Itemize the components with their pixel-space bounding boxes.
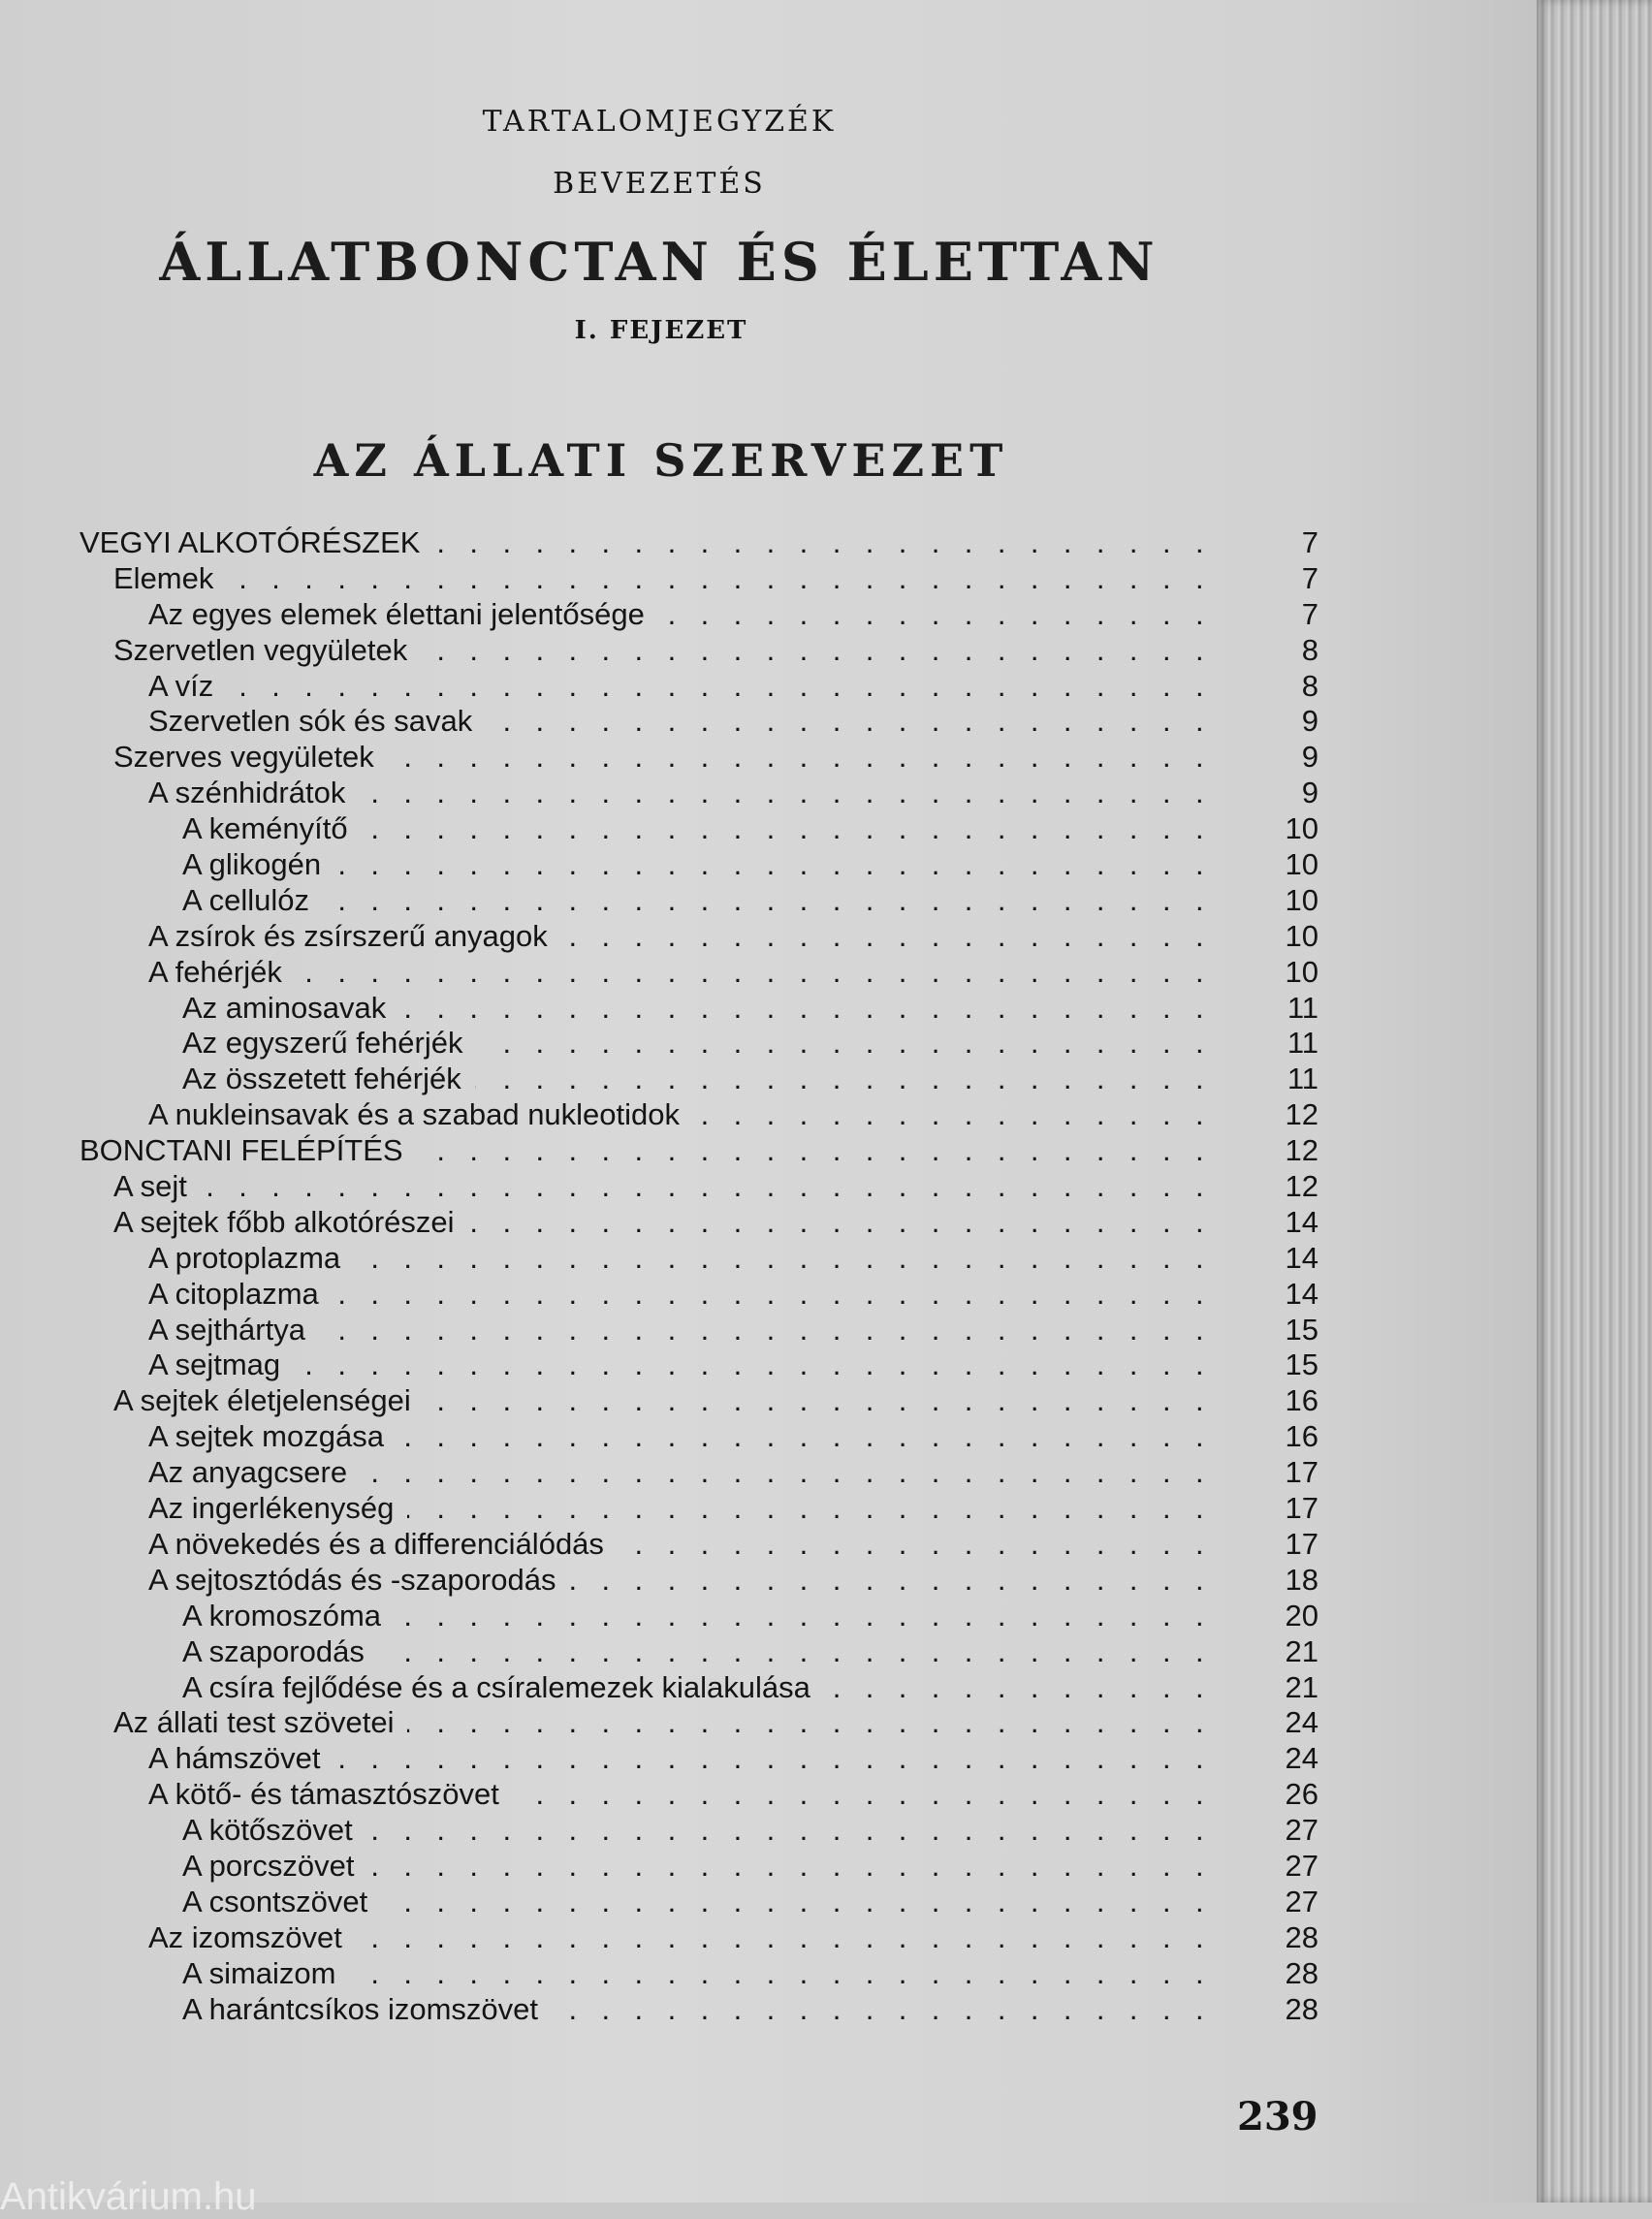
toc-entry-page: 10 xyxy=(1285,811,1318,846)
toc-leader-dots xyxy=(693,1097,1212,1133)
toc-entry-title: A szaporodás xyxy=(182,1633,365,1668)
toc-entry-title: Az anyagcsere xyxy=(148,1455,348,1490)
toc-entry-page: 8 xyxy=(1301,632,1318,667)
toc-entry-title: A fehérjék xyxy=(148,954,282,989)
toc-leader-dots xyxy=(334,1741,1212,1777)
page-number: 239 xyxy=(1237,2094,1318,2140)
toc-entry-page: 12 xyxy=(1285,1133,1318,1168)
toc-leader-dots xyxy=(356,1920,1212,1956)
toc-entry xyxy=(0,1133,1318,1169)
toc-entry-title: A zsírok és zsírszerű anyagok xyxy=(148,918,548,953)
toc-leader-dots xyxy=(476,1026,1212,1062)
toc-entry-page: 27 xyxy=(1285,1884,1318,1918)
toc-entry-page: 11 xyxy=(1287,990,1318,1025)
toc-leader-dots xyxy=(319,1313,1212,1348)
toc-entry-page: 15 xyxy=(1285,1347,1318,1382)
toc-leader-dots xyxy=(399,991,1212,1027)
toc-leader-dots xyxy=(333,1277,1212,1313)
toc-leader-dots xyxy=(227,669,1212,705)
toc-entry xyxy=(0,597,1318,633)
toc-entry-page: 9 xyxy=(1301,776,1318,810)
introduction-heading: BEVEZETÉS xyxy=(553,167,766,201)
toc-leader-dots xyxy=(421,633,1212,669)
toc-entry-page: 15 xyxy=(1285,1312,1318,1347)
toc-entry xyxy=(0,1813,1318,1849)
toc-entry-page: 21 xyxy=(1285,1633,1318,1668)
toc-entry-title: A glikogén xyxy=(182,847,322,882)
toc-entry-page: 10 xyxy=(1285,882,1318,917)
toc-entry xyxy=(0,1956,1318,1992)
toc-leader-dots xyxy=(378,1634,1212,1670)
toc-entry-title: A nukleinsavak és a szabad nukleotidok xyxy=(148,1097,681,1132)
toc-entry-page: 10 xyxy=(1285,847,1318,882)
toc-entry xyxy=(0,1062,1318,1097)
toc-entry xyxy=(0,1777,1318,1813)
toc-entry-title: A sejtek főbb alkotórészei xyxy=(113,1204,455,1239)
toc-entry-page: 11 xyxy=(1287,1026,1318,1061)
toc-entry-title: A sejtek életjelenségei xyxy=(113,1383,411,1418)
toc-entry-title: A porcszövet xyxy=(182,1848,355,1883)
toc-entry xyxy=(0,955,1318,991)
toc-entry-page: 28 xyxy=(1285,1991,1318,2026)
toc-leader-dots xyxy=(381,1885,1212,1920)
toc-entry xyxy=(0,1205,1318,1241)
toc-leader-dots xyxy=(417,1133,1212,1169)
toc-entry-page: 26 xyxy=(1285,1777,1318,1812)
toc-entry xyxy=(0,883,1318,919)
toc-leader-dots xyxy=(486,704,1212,740)
toc-entry xyxy=(0,1992,1318,2028)
toc-entry xyxy=(0,704,1318,740)
toc-entry-page: 12 xyxy=(1285,1169,1318,1204)
toc-leader-dots xyxy=(334,847,1212,883)
toc-leader-dots xyxy=(618,1527,1212,1563)
toc-leader-dots xyxy=(513,1777,1212,1813)
toc-entry xyxy=(0,1383,1318,1419)
toc-entry xyxy=(0,1670,1318,1706)
toc-entry-title: A csontszövet xyxy=(182,1884,368,1918)
toc-entry xyxy=(0,1634,1318,1670)
toc-entry xyxy=(0,1920,1318,1956)
toc-leader-dots xyxy=(359,776,1212,811)
toc-leader-dots xyxy=(561,919,1212,955)
toc-entry xyxy=(0,633,1318,669)
toc-entry-title: Az izomszövet xyxy=(148,1919,342,1954)
toc-entry-page: 11 xyxy=(1287,1062,1318,1096)
toc-entry xyxy=(0,525,1318,561)
toc-entry xyxy=(0,1026,1318,1062)
toc-entry-title: Az aminosavak xyxy=(182,990,387,1025)
toc-leader-dots xyxy=(323,883,1212,919)
toc-entry xyxy=(0,669,1318,705)
toc-entry xyxy=(0,1563,1318,1599)
toc-entry xyxy=(0,561,1318,597)
toc-leader-dots xyxy=(349,1956,1212,1992)
toc-entry-page: 28 xyxy=(1285,1919,1318,1954)
toc-entry-title: Az egyszerű fehérjék xyxy=(182,1026,463,1061)
watermark: Antikvárium.hu xyxy=(0,2175,257,2218)
toc-entry-page: 14 xyxy=(1285,1240,1318,1275)
toc-entry-title: A sejtosztódás és -szaporodás xyxy=(148,1562,556,1597)
toc-entry-title: A növekedés és a differenciálódás xyxy=(148,1526,604,1561)
toc-entry-page: 7 xyxy=(1301,525,1318,559)
toc-entry-title: A kötőszövet xyxy=(182,1813,353,1848)
toc-leader-dots xyxy=(354,1241,1212,1277)
table-of-contents xyxy=(0,525,1318,2027)
toc-leader-dots xyxy=(296,955,1212,991)
toc-entry xyxy=(0,919,1318,955)
toc-entry-page: 20 xyxy=(1285,1598,1318,1633)
toc-leader-dots xyxy=(433,525,1212,561)
toc-entry-title: Az állati test szövetei xyxy=(113,1705,395,1740)
toc-entry-title: A sejthártya xyxy=(148,1312,305,1347)
toc-entry-title: Az összetett fehérjék xyxy=(182,1062,461,1096)
toc-leader-dots xyxy=(366,1813,1212,1849)
toc-leader-dots xyxy=(294,1347,1212,1383)
toc-entry-title: A cellulóz xyxy=(182,882,309,917)
toc-entry xyxy=(0,1491,1318,1527)
toc-leader-dots xyxy=(201,1169,1212,1205)
toc-entry-title: A kötő- és támasztószövet xyxy=(148,1777,499,1812)
toc-entry xyxy=(0,1455,1318,1491)
toc-entry-page: 14 xyxy=(1285,1204,1318,1239)
toc-entry-title: A hámszövet xyxy=(148,1741,321,1776)
toc-leader-dots xyxy=(362,811,1212,847)
toc-entry xyxy=(0,776,1318,811)
toc-entry xyxy=(0,1097,1318,1133)
toc-entry-title: Az ingerlékenység xyxy=(148,1491,395,1526)
toc-leader-dots xyxy=(468,1205,1212,1241)
toc-entry xyxy=(0,1169,1318,1205)
toc-entry-page: 9 xyxy=(1301,740,1318,775)
subject-title: ÁLLATBONCTAN ÉS ÉLETTAN xyxy=(159,231,1160,293)
toc-entry-title: A citoplazma xyxy=(148,1276,319,1311)
toc-entry xyxy=(0,1277,1318,1313)
toc-entry-page: 28 xyxy=(1285,1955,1318,1990)
chapter-title: AZ ÁLLATI SZERVEZET xyxy=(313,434,1009,487)
toc-entry xyxy=(0,1705,1318,1741)
toc-entry-title: Elemek xyxy=(113,560,214,595)
toc-entry xyxy=(0,740,1318,776)
toc-leader-dots xyxy=(367,1849,1212,1885)
toc-entry-page: 27 xyxy=(1285,1848,1318,1883)
toc-entry xyxy=(0,1347,1318,1383)
toc-entry xyxy=(0,1849,1318,1885)
toc-entry-title: A szénhidrátok xyxy=(148,776,346,810)
toc-entry-page: 24 xyxy=(1285,1705,1318,1740)
toc-entry xyxy=(0,1527,1318,1563)
toc-entry-title: A csíra fejlődése és a csíralemezek kialakulása xyxy=(182,1669,810,1704)
toc-entry-page: 17 xyxy=(1285,1455,1318,1490)
toc-leader-dots xyxy=(658,597,1212,633)
toc-entry-page: 17 xyxy=(1285,1526,1318,1561)
toc-leader-dots xyxy=(552,1992,1212,2028)
toc-entry-page: 10 xyxy=(1285,954,1318,989)
toc-leader-dots xyxy=(388,740,1212,776)
toc-entry-title: A sejtmag xyxy=(148,1347,281,1382)
toc-entry-title: A víz xyxy=(148,668,214,703)
toc-entry-page: 16 xyxy=(1285,1383,1318,1418)
toc-entry-page: 12 xyxy=(1285,1097,1318,1132)
toc-entry-title: A sejt xyxy=(113,1169,187,1204)
toc-entry-page: 18 xyxy=(1285,1562,1318,1597)
toc-entry-page: 14 xyxy=(1285,1276,1318,1311)
toc-entry-page: 7 xyxy=(1301,560,1318,595)
toc-entry-page: 7 xyxy=(1301,596,1318,631)
toc-entry-page: 16 xyxy=(1285,1419,1318,1454)
toc-entry xyxy=(0,1741,1318,1777)
toc-leader-dots xyxy=(361,1455,1212,1491)
toc-leader-dots xyxy=(395,1599,1212,1634)
toc-leader-dots xyxy=(407,1491,1212,1527)
toc-entry-title: A sejtek mozgása xyxy=(148,1419,384,1454)
toc-entry-title: A simaizom xyxy=(182,1955,336,1990)
toc-entry-page: 21 xyxy=(1285,1669,1318,1704)
toc-entry-title: A protoplazma xyxy=(148,1240,341,1275)
toc-entry-title: Szervetlen sók és savak xyxy=(148,704,473,739)
toc-leader-dots xyxy=(569,1563,1212,1599)
toc-entry-page: 27 xyxy=(1285,1813,1318,1848)
toc-entry-title: Szerves vegyületek xyxy=(113,740,374,775)
toc-entry-page: 17 xyxy=(1285,1491,1318,1526)
page-edge xyxy=(1537,0,1652,2203)
toc-entry-page: 24 xyxy=(1285,1741,1318,1776)
toc-leader-dots xyxy=(227,561,1212,597)
toc-entry xyxy=(0,811,1318,847)
toc-entry-title: VEGYI ALKOTÓRÉSZEK xyxy=(79,525,421,559)
toc-entry xyxy=(0,991,1318,1027)
toc-leader-dots xyxy=(407,1705,1212,1741)
toc-leader-dots xyxy=(397,1419,1212,1455)
chapter-label: I. FEJEZET xyxy=(574,316,748,345)
toc-entry-title: A keményítő xyxy=(182,811,348,846)
toc-entry-title: Szervetlen vegyületek xyxy=(113,632,408,667)
toc-entry xyxy=(0,1313,1318,1348)
toc-entry xyxy=(0,1599,1318,1634)
contents-heading: TARTALOMJEGYZÉK xyxy=(482,105,837,139)
toc-entry-title: A kromoszóma xyxy=(182,1598,382,1633)
toc-entry xyxy=(0,1419,1318,1455)
toc-entry-title: BONCTANI FELÉPÍTÉS xyxy=(79,1133,403,1168)
toc-entry-title: Az egyes elemek élettani jelentősége xyxy=(148,596,645,631)
toc-entry-page: 9 xyxy=(1301,704,1318,739)
toc-leader-dots xyxy=(475,1062,1212,1097)
toc-leader-dots xyxy=(425,1383,1212,1419)
toc-entry-page: 10 xyxy=(1285,918,1318,953)
toc-entry xyxy=(0,1885,1318,1920)
toc-entry xyxy=(0,847,1318,883)
toc-entry xyxy=(0,1241,1318,1277)
toc-entry-page: 8 xyxy=(1301,668,1318,703)
toc-entry-title: A harántcsíkos izomszövet xyxy=(182,1991,538,2026)
toc-leader-dots xyxy=(824,1670,1212,1706)
